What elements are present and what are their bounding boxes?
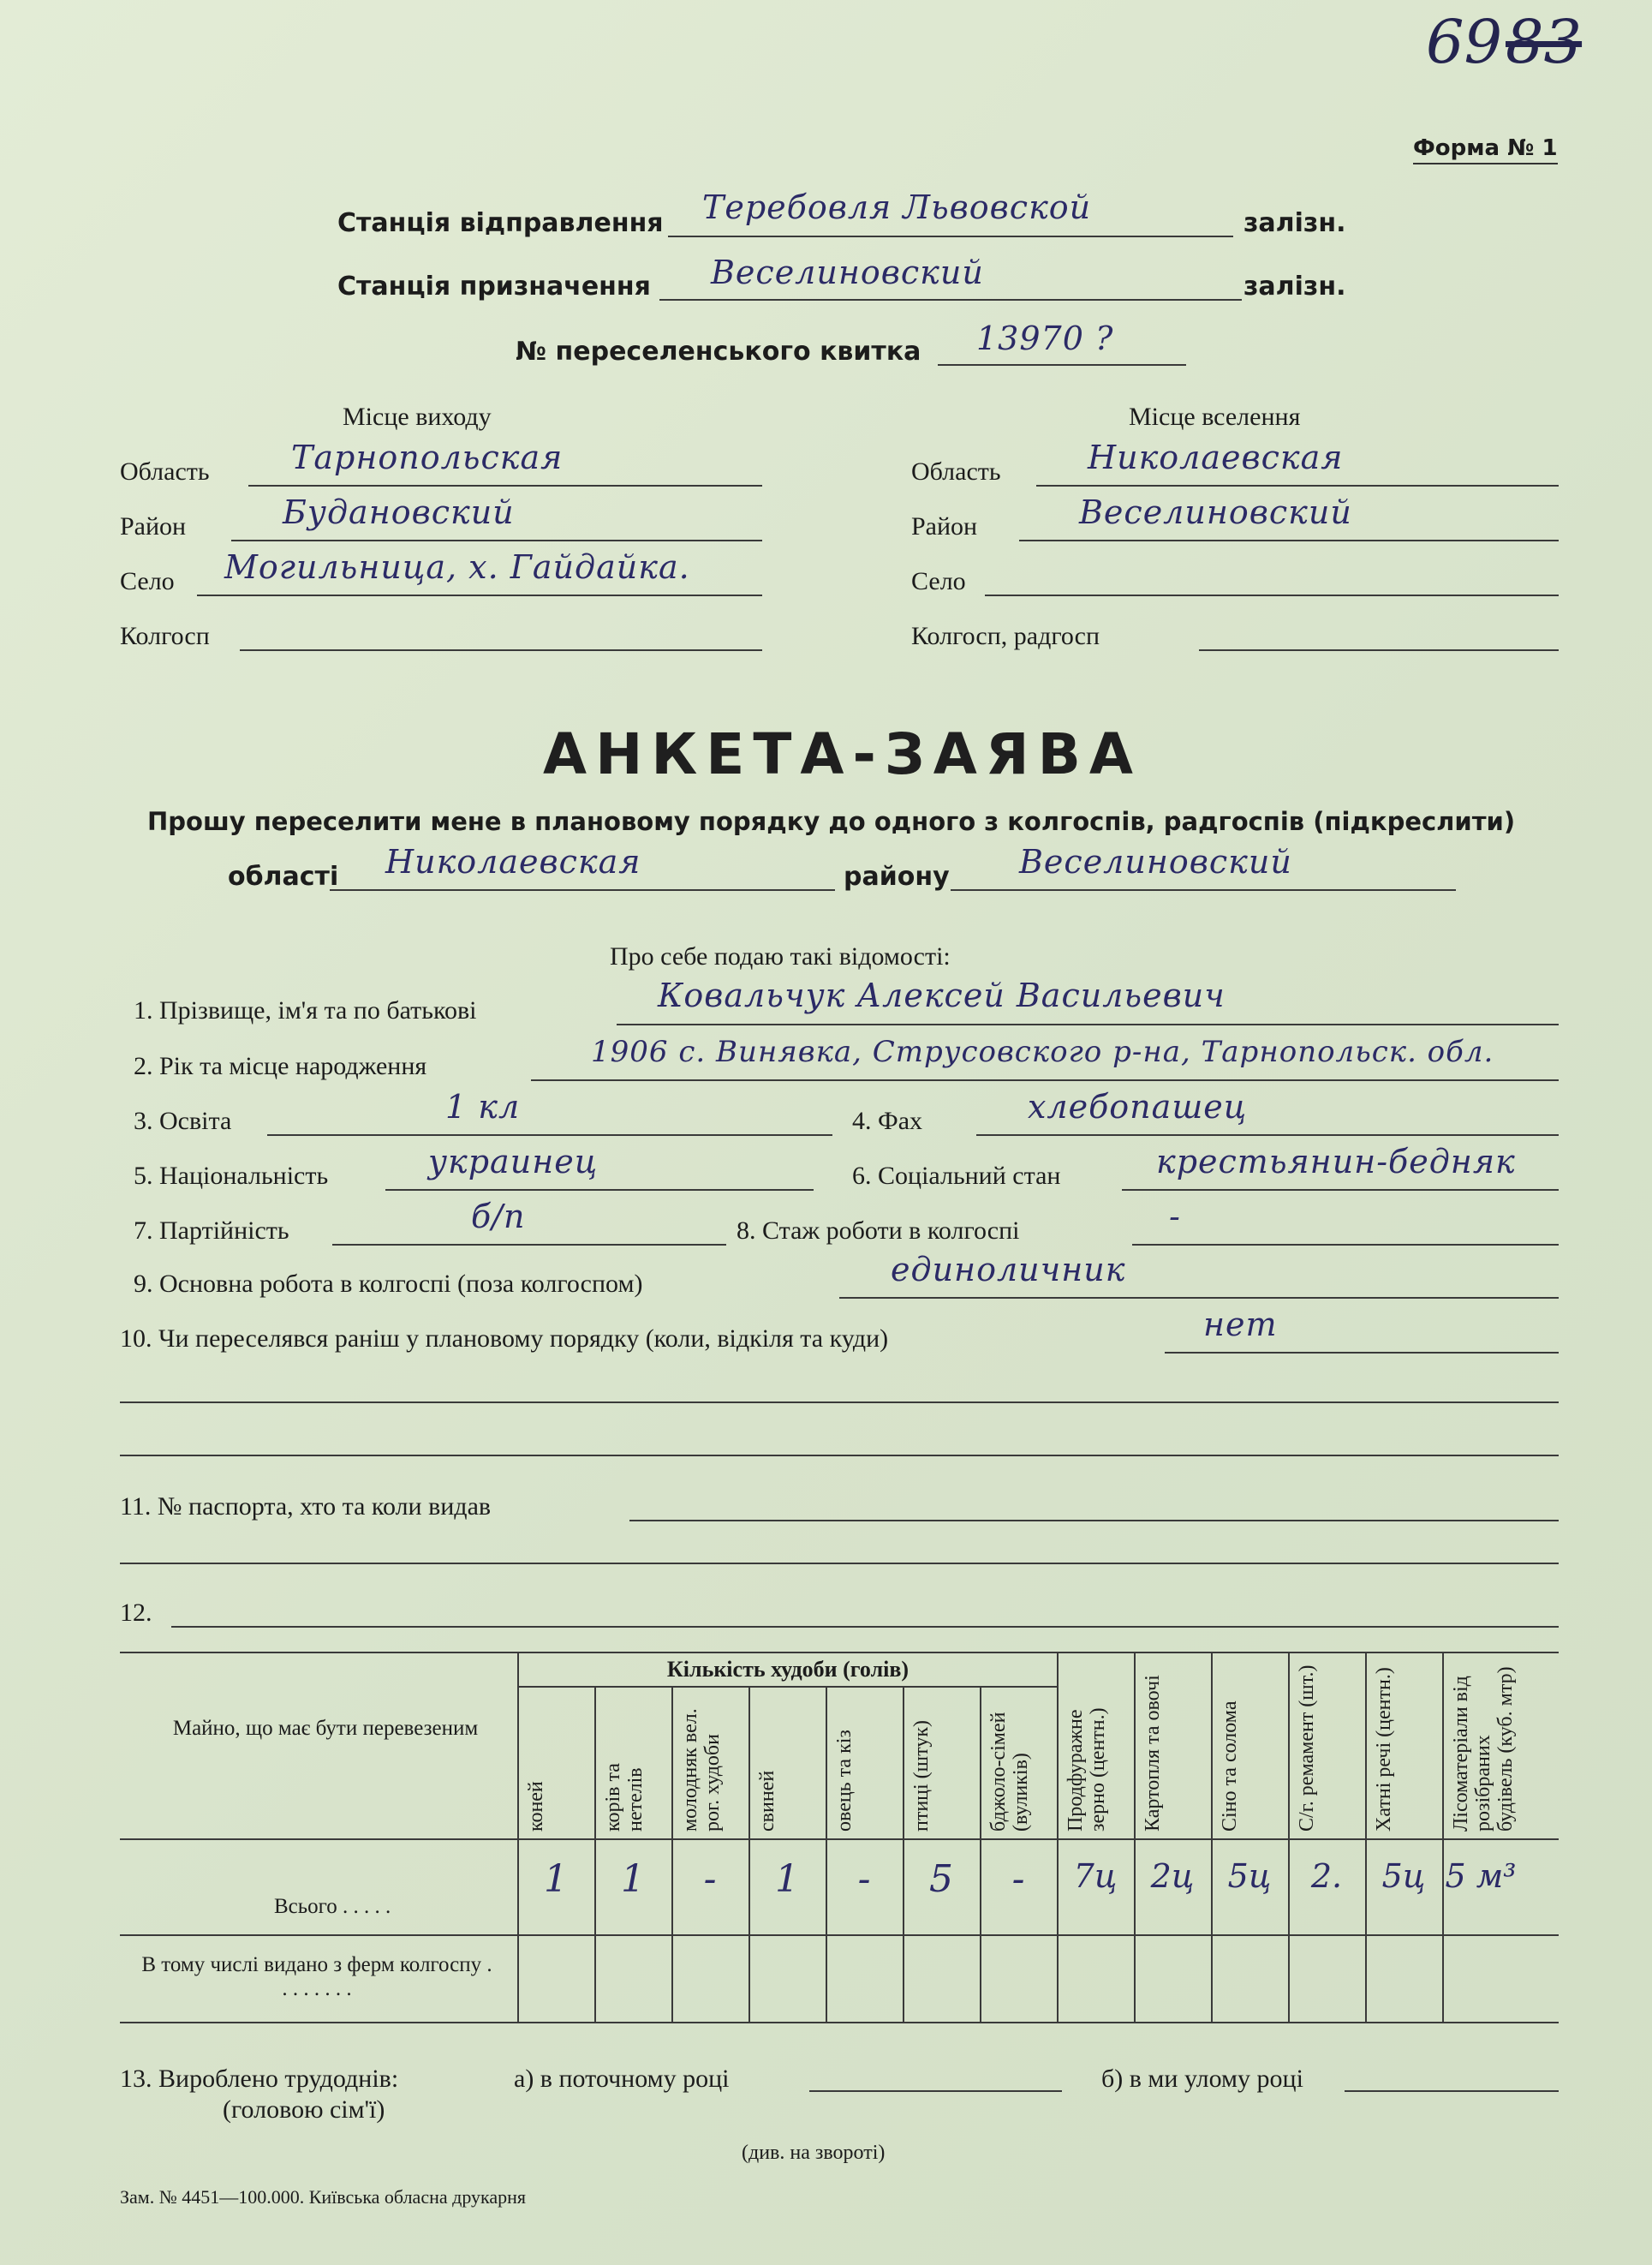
total-value-10: 2. [1310, 1857, 1343, 1895]
field-8-value: - [1169, 1198, 1181, 1235]
field-10-value: нет [1203, 1306, 1278, 1343]
field-9-label: 9. Основна робота в колгоспі (поза колгоспом) [134, 1270, 643, 1298]
column-header-10: С/г. ремамент (шт.) [1296, 1664, 1318, 1832]
field-5-label: 5. Національність [134, 1162, 329, 1190]
farm-row-label: В тому числі видано з ферм колгоспу . . . . . . . . [141, 1953, 492, 2000]
printer-imprint: Зам. № 4451—100.000. Київська обласна друкарня [120, 2186, 527, 2208]
settle-selo-label: Село [911, 567, 966, 595]
total-value-0: 1 [544, 1857, 568, 1901]
column-header-8: Картопля та овочі [1142, 1675, 1164, 1832]
field-5-value: украинец [428, 1143, 599, 1180]
ticket-number-value: 13970 ? [976, 320, 1114, 357]
destination-rail-suffix: залізн. [1243, 272, 1346, 302]
column-header-6: бджоло-сімей (вуликів) [987, 1712, 1032, 1832]
field-7-value: б/п [471, 1198, 526, 1235]
column-header-3: свиней [756, 1770, 778, 1832]
settle-raion-label: Район [911, 512, 978, 541]
about-text: Про себе подаю такі відомості: [610, 942, 951, 971]
field-7-label: 7. Партійність [134, 1216, 289, 1245]
total-value-3: 1 [775, 1857, 799, 1901]
field-1-label: 1. Прізвище, ім'я та по батькові [134, 996, 477, 1025]
column-header-0: коней [525, 1781, 547, 1832]
ticket-number-label: № переселенського квитка [516, 337, 921, 367]
origin-oblast-label: Область [120, 457, 210, 486]
field-2-value: 1906 с. Винявка, Струсовского р-на, Тарнопольск. обл. [591, 1035, 1494, 1069]
field-4-label: 4. Фах [852, 1107, 923, 1135]
column-header-9: Сіно та солома [1219, 1700, 1241, 1832]
column-header-1: корів та нетелів [602, 1763, 647, 1832]
origin-oblast-value: Тарнопольская [291, 439, 564, 476]
settle-heading: Місце вселення [1129, 403, 1301, 431]
request-raion-value: Веселиновский [1019, 843, 1292, 881]
request-raion-label: району [844, 862, 950, 892]
form-title: АНКЕТА-ЗАЯВА [543, 721, 1142, 787]
total-value-7: 7ц [1073, 1857, 1118, 1895]
destination-station-label: Станція призначення [337, 272, 651, 302]
settle-raion-value: Веселиновский [1079, 493, 1352, 531]
departure-rail-suffix: залізн. [1243, 208, 1346, 238]
request-text: Прошу переселити мене в плановому порядку до одного з колгоспів, радгоспів (підкреслити) [147, 807, 1516, 836]
destination-station-value: Веселиновский [711, 254, 984, 291]
turn-over-note: (див. на звороті) [742, 2142, 886, 2164]
column-header-12: Лісоматеріали від розібраних будівель (куб. мтр) [1450, 1666, 1517, 1832]
field-8-label: 8. Стаж роботи в колгоспі [737, 1216, 1020, 1245]
field-12-label: 12. [120, 1599, 152, 1627]
total-value-6: - [1011, 1857, 1025, 1901]
field-3-value: 1 кл [445, 1088, 521, 1126]
request-oblast-label: області [228, 862, 339, 892]
origin-selo-label: Село [120, 567, 175, 595]
total-value-11: 5ц [1381, 1857, 1426, 1895]
field-6-value: крестьянин-бедняк [1156, 1143, 1516, 1180]
field-11-label: 11. № паспорта, хто та коли видав [120, 1492, 492, 1521]
property-header: Майно, що має бути перевезеним [172, 1717, 479, 1740]
column-header-4: овець та кіз [833, 1730, 856, 1832]
trudodni-label: 13. Вироблено трудоднів: [120, 2065, 399, 2093]
settle-oblast-label: Область [911, 457, 1001, 486]
total-value-4: - [857, 1857, 871, 1901]
total-value-2: - [703, 1857, 717, 1901]
request-oblast-value: Николаевская [385, 843, 641, 881]
field-6-label: 6. Соціальний стан [852, 1162, 1061, 1190]
archive-page-number-crossed: 83 [1506, 7, 1583, 77]
origin-raion-value: Будановский [283, 493, 515, 531]
field-4-value: хлебопашец [1028, 1088, 1248, 1126]
settle-oblast-value: Николаевская [1088, 439, 1344, 476]
total-value-1: 1 [621, 1857, 645, 1901]
field-2-label: 2. Рік та місце народження [134, 1052, 427, 1080]
total-row-label: Всього . . . . . [274, 1895, 391, 1918]
column-header-5: птиці (штук) [910, 1720, 933, 1832]
total-value-8: 2ц [1150, 1857, 1195, 1895]
total-value-9: 5ц [1227, 1857, 1272, 1895]
field-10-label: 10. Чи переселявся раніш у плановому порядку (коли, відкіля та куди) [120, 1324, 889, 1353]
total-value-12: 5 м³ [1445, 1857, 1517, 1895]
trudodni-sublabel: (головою сім'ї) [223, 2095, 385, 2124]
cattle-header: Кількість худоби (голів) [666, 1657, 909, 1682]
field-9-value: единоличник [891, 1251, 1126, 1288]
settle-kolhosp-label: Колгосп, радгосп [911, 622, 1100, 650]
archive-page-number: 69 [1426, 7, 1503, 77]
total-value-5: 5 [929, 1857, 953, 1901]
departure-station-label: Станція відправлення [337, 208, 664, 238]
column-header-2: молодняк вел. рог. худоби [679, 1708, 724, 1832]
form-number-label: Форма № 1 [1413, 135, 1558, 164]
origin-heading: Місце виходу [343, 403, 492, 431]
field-1-value: Ковальчук Алексей Васильевич [658, 977, 1226, 1014]
trudodni-previous-label: б) в ми улому році [1101, 2065, 1303, 2093]
field-3-label: 3. Освіта [134, 1107, 232, 1135]
origin-selo-value: Могильница, х. Гайдайка. [224, 548, 690, 586]
origin-kolhosp-label: Колгосп [120, 622, 210, 650]
origin-raion-label: Район [120, 512, 187, 541]
departure-station-value: Теребовля Львовской [702, 188, 1092, 226]
column-header-11: Хатні речі (центн.) [1373, 1667, 1395, 1832]
column-header-7: Продфуражне зерно (центн.) [1065, 1707, 1109, 1832]
trudodni-current-label: а) в поточному році [514, 2065, 730, 2093]
